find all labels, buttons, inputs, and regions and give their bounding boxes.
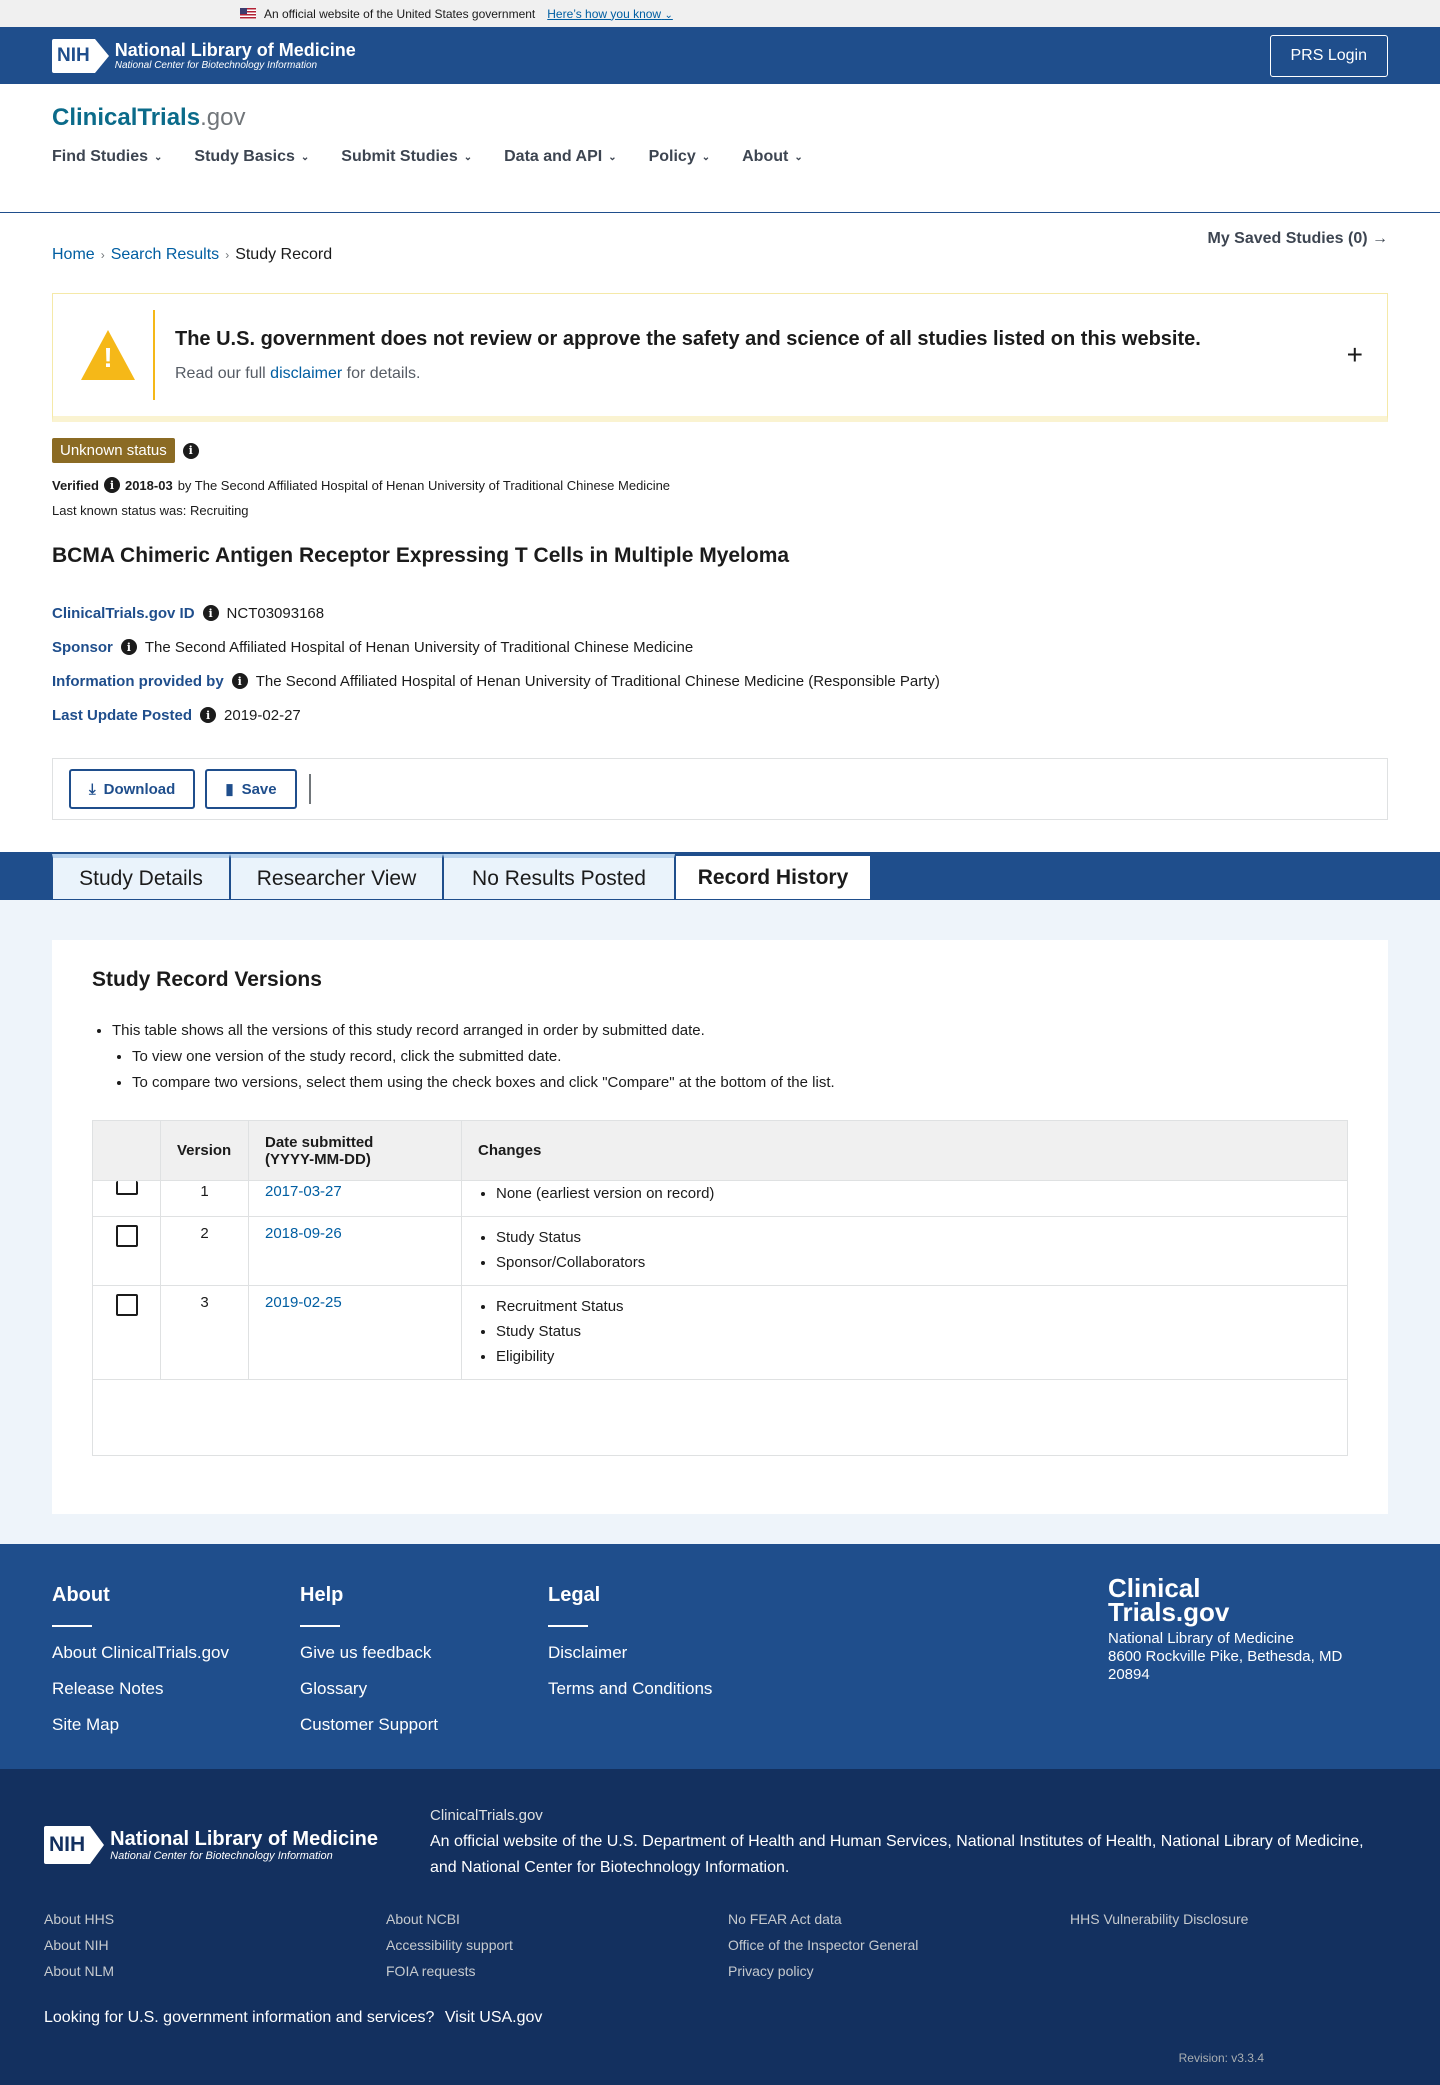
change-item: • Eligibility bbox=[496, 1344, 1331, 1369]
study-record-versions bbox=[52, 940, 1388, 1514]
chevron-down-icon: ⌄ bbox=[701, 151, 711, 163]
info-icon[interactable]: i bbox=[200, 707, 216, 723]
footer-link[interactable]: Disclaimer bbox=[548, 1643, 628, 1662]
study-title: BCMA Chimeric Antigen Receptor Expressing T Cells in Multiple Myeloma bbox=[52, 544, 790, 567]
footer-link[interactable]: Customer Support bbox=[300, 1715, 438, 1734]
ncbi-link[interactable]: National Center for Biotechnology Information bbox=[461, 1859, 785, 1876]
info-icon[interactable]: i bbox=[183, 443, 199, 459]
footer-bottom-link[interactable]: About HHS bbox=[44, 1911, 115, 1927]
info-icon[interactable]: i bbox=[121, 639, 137, 655]
hhs-link[interactable]: U.S. Department of Health and Human Services bbox=[606, 1833, 948, 1850]
breadcrumb-current: Study Record bbox=[235, 246, 333, 263]
actions-divider bbox=[309, 774, 311, 804]
disclaimer-title: The U.S. government does not review or approve the safety and science of all studies listed on this website. bbox=[175, 327, 1201, 350]
disclaimer-divider bbox=[153, 310, 155, 400]
chevron-right-icon: › bbox=[225, 248, 230, 262]
chevron-right-icon: › bbox=[100, 248, 105, 262]
meta-provided-by: Information provided by i The Second Affiliated Hospital of Henan University of Traditional Chinese Medicine (Responsible Party) bbox=[52, 672, 940, 690]
tab-researcher-view[interactable]: Researcher View bbox=[230, 854, 443, 900]
footer-nlm-logo[interactable]: NIH National Library of Medicine National Center for Biotechnology Information bbox=[44, 1809, 430, 1881]
usa-gov-link[interactable]: Visit USA.gov bbox=[444, 2009, 543, 2026]
header-date: Date submitted (YYYY-MM-DD) bbox=[249, 1121, 462, 1181]
nav-find-studies[interactable]: Find Studies ⌄ bbox=[52, 148, 163, 165]
table-row bbox=[93, 1181, 1348, 1217]
nlm-header bbox=[0, 27, 1440, 84]
chevron-down-icon: ⌄ bbox=[300, 151, 310, 163]
nih-logo-icon: NIH bbox=[44, 1826, 104, 1864]
record-history-section bbox=[0, 900, 1440, 1544]
versions-notes bbox=[92, 1018, 1348, 1096]
table-row bbox=[93, 1217, 1348, 1286]
tab-record-history[interactable]: Record History bbox=[675, 852, 871, 900]
tab-no-results-posted[interactable]: No Results Posted bbox=[443, 854, 675, 900]
change-item: • Study Status bbox=[496, 1225, 1331, 1250]
status-badge: Unknown status bbox=[52, 438, 175, 463]
nih-logo-icon: NIH bbox=[52, 39, 109, 73]
nlm-link[interactable]: National Library of Medicine bbox=[1160, 1833, 1360, 1850]
nav-about[interactable]: About ⌄ bbox=[742, 148, 803, 165]
footer-bottom-link[interactable]: About NIH bbox=[44, 1937, 109, 1953]
note-sub1: • To view one version of the study record, click the submitted date. bbox=[132, 1044, 1348, 1070]
footer-link[interactable]: Site Map bbox=[52, 1715, 120, 1734]
footer-bottom-link[interactable]: FOIA requests bbox=[386, 1963, 476, 1979]
warning-icon: ! bbox=[81, 328, 135, 382]
version-checkbox[interactable] bbox=[116, 1225, 138, 1247]
note-main: • This table shows all the versions of this study record arranged in order by submitted date. • To view one version of the study record, click the submitted date. • To compare two versions, select them using the check boxes and click "Compare" at the bottom of the list. bbox=[112, 1018, 1348, 1096]
my-saved-studies-link[interactable]: My Saved Studies (0) → bbox=[1207, 230, 1388, 247]
chevron-down-icon: ⌄ bbox=[463, 151, 473, 163]
info-icon[interactable]: i bbox=[203, 605, 219, 621]
tab-bar bbox=[0, 852, 1440, 900]
versions-title: Study Record Versions bbox=[92, 968, 322, 991]
save-button[interactable]: ▮ Save bbox=[205, 769, 296, 809]
footer-top bbox=[0, 1544, 1440, 1769]
change-item: • Recruitment Status bbox=[496, 1294, 1331, 1319]
note-sub2: • To compare two versions, select them using the check boxes and click "Compare" at the bottom of the list. bbox=[132, 1070, 1348, 1096]
disclaimer-text: Read our full disclaimer for details. bbox=[175, 364, 421, 382]
footer-brand bbox=[1108, 1573, 1343, 1684]
download-icon: ⤓ bbox=[89, 780, 96, 798]
header-select bbox=[93, 1121, 161, 1181]
footer-link[interactable]: Release Notes bbox=[52, 1679, 164, 1698]
version-number: 1 bbox=[161, 1181, 249, 1217]
change-item: • None (earliest version on record) bbox=[496, 1181, 1331, 1206]
meta-last-update: Last Update Posted i 2019-02-27 bbox=[52, 706, 301, 724]
site-header bbox=[0, 84, 1440, 247]
last-known-status: Last known status was: Recruiting bbox=[52, 503, 249, 518]
nav-study-basics[interactable]: Study Basics ⌄ bbox=[194, 148, 310, 165]
chevron-down-icon: ⌄ bbox=[154, 151, 163, 163]
version-date-link[interactable]: 2017-03-27 bbox=[265, 1183, 342, 1200]
footer-link[interactable]: Give us feedback bbox=[300, 1643, 432, 1662]
nav-data-and-api[interactable]: Data and API ⌄ bbox=[504, 148, 617, 165]
footer-bottom-link[interactable]: Office of the Inspector General bbox=[728, 1937, 919, 1953]
nav-submit-studies[interactable]: Submit Studies ⌄ bbox=[341, 148, 473, 165]
breadcrumb-home[interactable]: Home bbox=[52, 246, 95, 263]
study-info bbox=[0, 422, 1440, 732]
gov-banner bbox=[0, 0, 1440, 27]
official-website-text: ClinicalTrials.gov An official website of the U.S. Department of Health and Human Services, National Institutes of Health, National Library of Medicine, and National Center for Biotechnology Information. bbox=[430, 1807, 1364, 1876]
actions-bar bbox=[52, 758, 1388, 820]
gov-banner-text: An official website of the United States government bbox=[264, 6, 536, 21]
footer-bottom-link[interactable]: About NCBI bbox=[386, 1911, 460, 1927]
footer-link[interactable]: Terms and Conditions bbox=[548, 1679, 713, 1698]
info-icon[interactable]: i bbox=[104, 477, 120, 493]
verified-row: Verified i 2018-03 by The Second Affiliated Hospital of Henan University of Traditional Chinese Medicine bbox=[52, 477, 671, 493]
tab-study-details[interactable]: Study Details bbox=[52, 854, 230, 900]
version-checkbox[interactable] bbox=[116, 1181, 138, 1195]
chevron-down-icon: ⌄ bbox=[794, 151, 803, 163]
table-empty-row bbox=[93, 1380, 1348, 1456]
version-checkbox[interactable] bbox=[116, 1294, 138, 1316]
us-flag-icon bbox=[240, 8, 256, 19]
meta-id: ClinicalTrials.gov ID i NCT03093168 bbox=[52, 604, 325, 622]
nav-policy[interactable]: Policy ⌄ bbox=[648, 148, 711, 165]
expand-plus-icon[interactable]: + bbox=[1346, 339, 1363, 370]
version-number: 2 bbox=[161, 1217, 249, 1286]
chevron-down-icon: ⌄ bbox=[608, 151, 617, 163]
footer-bottom-links bbox=[44, 1911, 1396, 1979]
footer-about: About About ClinicalTrials.gov Release Notes Site Map bbox=[52, 1584, 300, 1769]
meta-sponsor: Sponsor i The Second Affiliated Hospital of Henan University of Traditional Chinese Medicine bbox=[52, 638, 694, 656]
table-row bbox=[93, 1286, 1348, 1380]
usa-gov-row: Looking for U.S. government information and services? Visit USA.gov bbox=[44, 2009, 543, 2026]
version-date-link[interactable]: 2019-02-25 bbox=[265, 1294, 342, 1311]
nlm-logo[interactable] bbox=[52, 39, 356, 73]
info-icon[interactable]: i bbox=[232, 673, 248, 689]
footer-bottom-link[interactable]: Privacy policy bbox=[728, 1963, 814, 1979]
heres-how-you-know-link[interactable]: Here’s how you know ⌄ bbox=[547, 6, 673, 21]
nlm-subtitle: National Center for Biotechnology Information bbox=[114, 59, 318, 71]
footer-link[interactable]: Glossary bbox=[300, 1679, 368, 1698]
clinicaltrials-logo[interactable]: ClinicalTrials.gov bbox=[52, 104, 246, 131]
footer-bottom-link[interactable]: About NLM bbox=[44, 1963, 115, 1979]
arrow-right-icon: → bbox=[1367, 230, 1388, 247]
footer-bottom-link[interactable]: No FEAR Act data bbox=[728, 1911, 842, 1927]
disclaimer-banner bbox=[52, 293, 1388, 422]
header-version: Version bbox=[161, 1121, 249, 1181]
breadcrumb-search-results[interactable]: Search Results bbox=[110, 246, 220, 263]
versions-table bbox=[92, 1120, 1348, 1456]
main-nav bbox=[52, 148, 1388, 166]
footer-bottom-link[interactable]: HHS Vulnerability Disclosure bbox=[1070, 1911, 1249, 1927]
footer-address: National Library of Medicine 8600 Rockville Pike, Bethesda, MD 20894 bbox=[1108, 1630, 1343, 1683]
chevron-down-icon: ⌄ bbox=[664, 9, 673, 21]
footer-legal: Legal Disclaimer Terms and Conditions bbox=[548, 1584, 796, 1769]
footer-help: Help Give us feedback Glossary Customer Support bbox=[300, 1584, 548, 1769]
change-item: • Sponsor/Collaborators bbox=[496, 1250, 1331, 1275]
footer-bottom bbox=[0, 1769, 1440, 2085]
nih-link[interactable]: National Institutes of Health bbox=[956, 1833, 1152, 1850]
nlm-title: National Library of Medicine bbox=[114, 39, 356, 60]
revision-text: Revision: v3.3.4 bbox=[1178, 2051, 1264, 2065]
footer-bottom-link[interactable]: Accessibility support bbox=[386, 1937, 513, 1953]
disclaimer-link[interactable]: disclaimer bbox=[270, 364, 343, 382]
footer-link[interactable]: About ClinicalTrials.gov bbox=[52, 1643, 229, 1662]
header-changes: Changes bbox=[462, 1121, 1348, 1181]
version-number: 3 bbox=[161, 1286, 249, 1380]
download-button[interactable]: ⤓ Download bbox=[69, 769, 195, 809]
change-item: • Study Status bbox=[496, 1319, 1331, 1344]
bookmark-icon: ▮ bbox=[225, 781, 234, 798]
version-date-link[interactable]: 2018-09-26 bbox=[265, 1225, 342, 1242]
prs-login-button[interactable]: PRS Login bbox=[1270, 35, 1389, 77]
footer-ct-logo[interactable]: Clinical Trials.gov bbox=[1108, 1573, 1230, 1627]
